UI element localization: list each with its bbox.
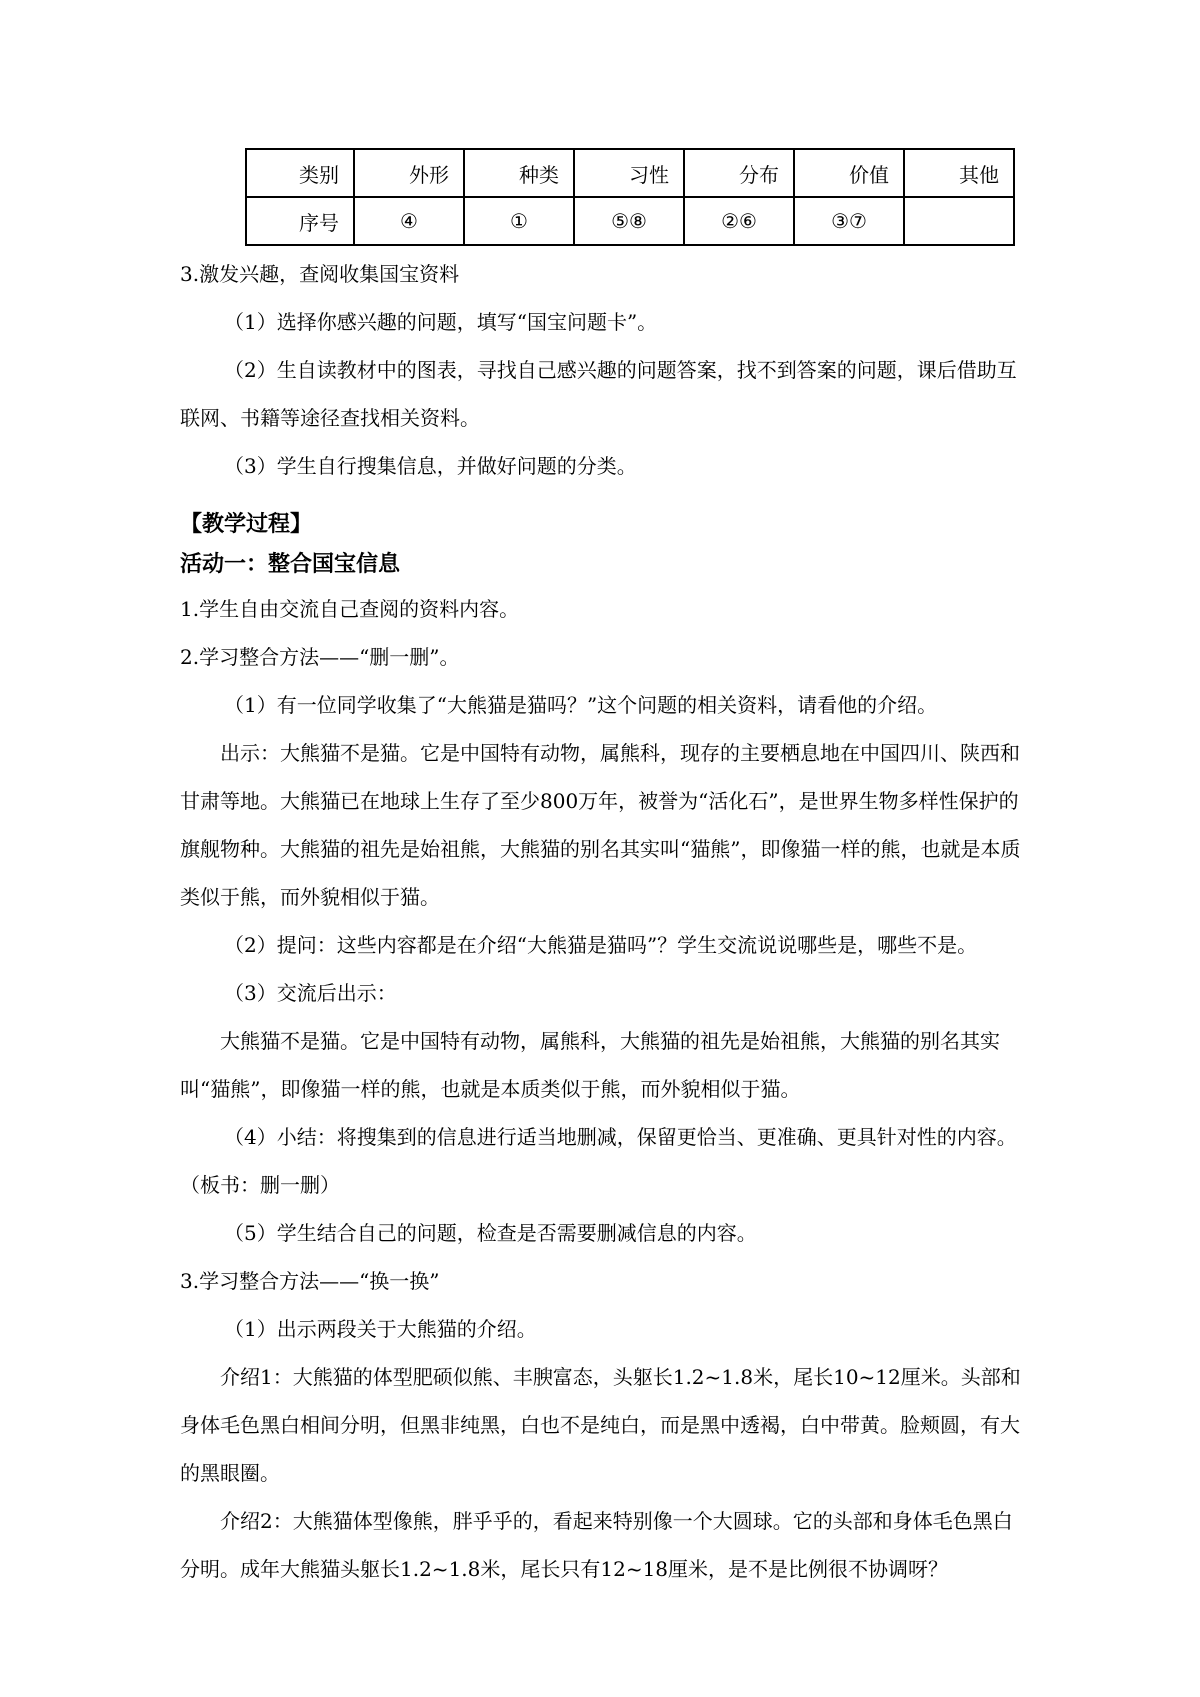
paragraph: 大熊猫不是猫。它是中国特有动物，属熊科，大熊猫的祖先是始祖熊，大熊猫的别名其实叫“猫熊”，即像猫一样的熊，也就是本质类似于熊，而外貌相似于猫。	[180, 1029, 1000, 1101]
prep-section	[180, 250, 1030, 490]
table-cell: ⑤⑧	[574, 197, 684, 245]
table-cell: ④	[354, 197, 464, 245]
paragraph: （3）交流后出示：	[224, 981, 397, 1005]
paragraph: （2）生自读教材中的图表，寻找自己感兴趣的问题答案，找不到答案的问题，课后借助互联网、书籍等途径查找相关资料。	[180, 358, 1017, 430]
table-cell: 种类	[464, 149, 574, 197]
table-header-row	[246, 149, 1014, 197]
paragraph: 介绍1：大熊猫的体型肥硕似熊、丰腴富态，头躯长1.2~1.8米，尾长10~12厘米。头部和身体毛色黑白相间分明，但黑非纯黑，白也不是纯白，而是黑中透褐，白中带黄。脸颊圆，有大的黑眼圈。	[180, 1365, 1021, 1485]
paragraph: （1）选择你感兴趣的问题，填写“国宝问题卡”。	[224, 310, 658, 334]
paragraph: 3.学习整合方法——“换一换”	[180, 1269, 440, 1293]
paragraph: 出示：大熊猫不是猫。它是中国特有动物，属熊科，现存的主要栖息地在中国四川、陕西和甘肃等地。大熊猫已在地球上生存了至少800万年，被誉为“活化石”，是世界生物多样性保护的旗舰物种。大熊猫的祖先是始祖熊，大熊猫的别名其实叫“猫熊”，即像猫一样的熊，也就是本质类似于熊，而外貌相似于猫。	[180, 741, 1021, 909]
paragraph: 2.学习整合方法——“删一删”。	[180, 645, 460, 669]
paragraph: （1）出示两段关于大熊猫的介绍。	[224, 1317, 537, 1341]
table-cell: 类别	[246, 149, 354, 197]
section-heading: 3.激发兴趣，查阅收集国宝资料	[180, 262, 460, 286]
table-cell: 外形	[354, 149, 464, 197]
paragraph: （3）学生自行搜集信息，并做好问题的分类。	[224, 454, 637, 478]
activity-title: 活动一：整合国宝信息	[180, 552, 401, 577]
paragraph: （2）提问：这些内容都是在介绍“大熊猫是猫吗”？学生交流说说哪些是，哪些不是。	[224, 933, 978, 957]
section-title: 【教学过程】	[180, 512, 313, 537]
table-cell: ①	[464, 197, 574, 245]
process-section	[180, 505, 1030, 1593]
table-cell: 其他	[904, 149, 1014, 197]
paragraph: （1）有一位同学收集了“大熊猫是猫吗？”这个问题的相关资料，请看他的介绍。	[224, 693, 938, 717]
category-table	[245, 148, 1015, 246]
table-cell: 习性	[574, 149, 684, 197]
table-cell: ③⑦	[794, 197, 904, 245]
table-row	[246, 197, 1014, 245]
table-cell: 价值	[794, 149, 904, 197]
table-cell: 分布	[684, 149, 794, 197]
table-cell: ②⑥	[684, 197, 794, 245]
table-cell	[904, 197, 1014, 245]
table-cell: 序号	[246, 197, 354, 245]
paragraph: 1.学生自由交流自己查阅的资料内容。	[180, 597, 520, 621]
paragraph: （5）学生结合自己的问题，检查是否需要删减信息的内容。	[224, 1221, 757, 1245]
paragraph: 介绍2：大熊猫体型像熊，胖乎乎的，看起来特别像一个大圆球。它的头部和身体毛色黑白分明。成年大熊猫头躯长1.2~1.8米，尾长只有12~18厘米，是不是比例很不协调呀？	[180, 1509, 1013, 1581]
paragraph: （4）小结：将搜集到的信息进行适当地删减，保留更恰当、更准确、更具针对性的内容。（板书：删一删）	[180, 1125, 1017, 1197]
